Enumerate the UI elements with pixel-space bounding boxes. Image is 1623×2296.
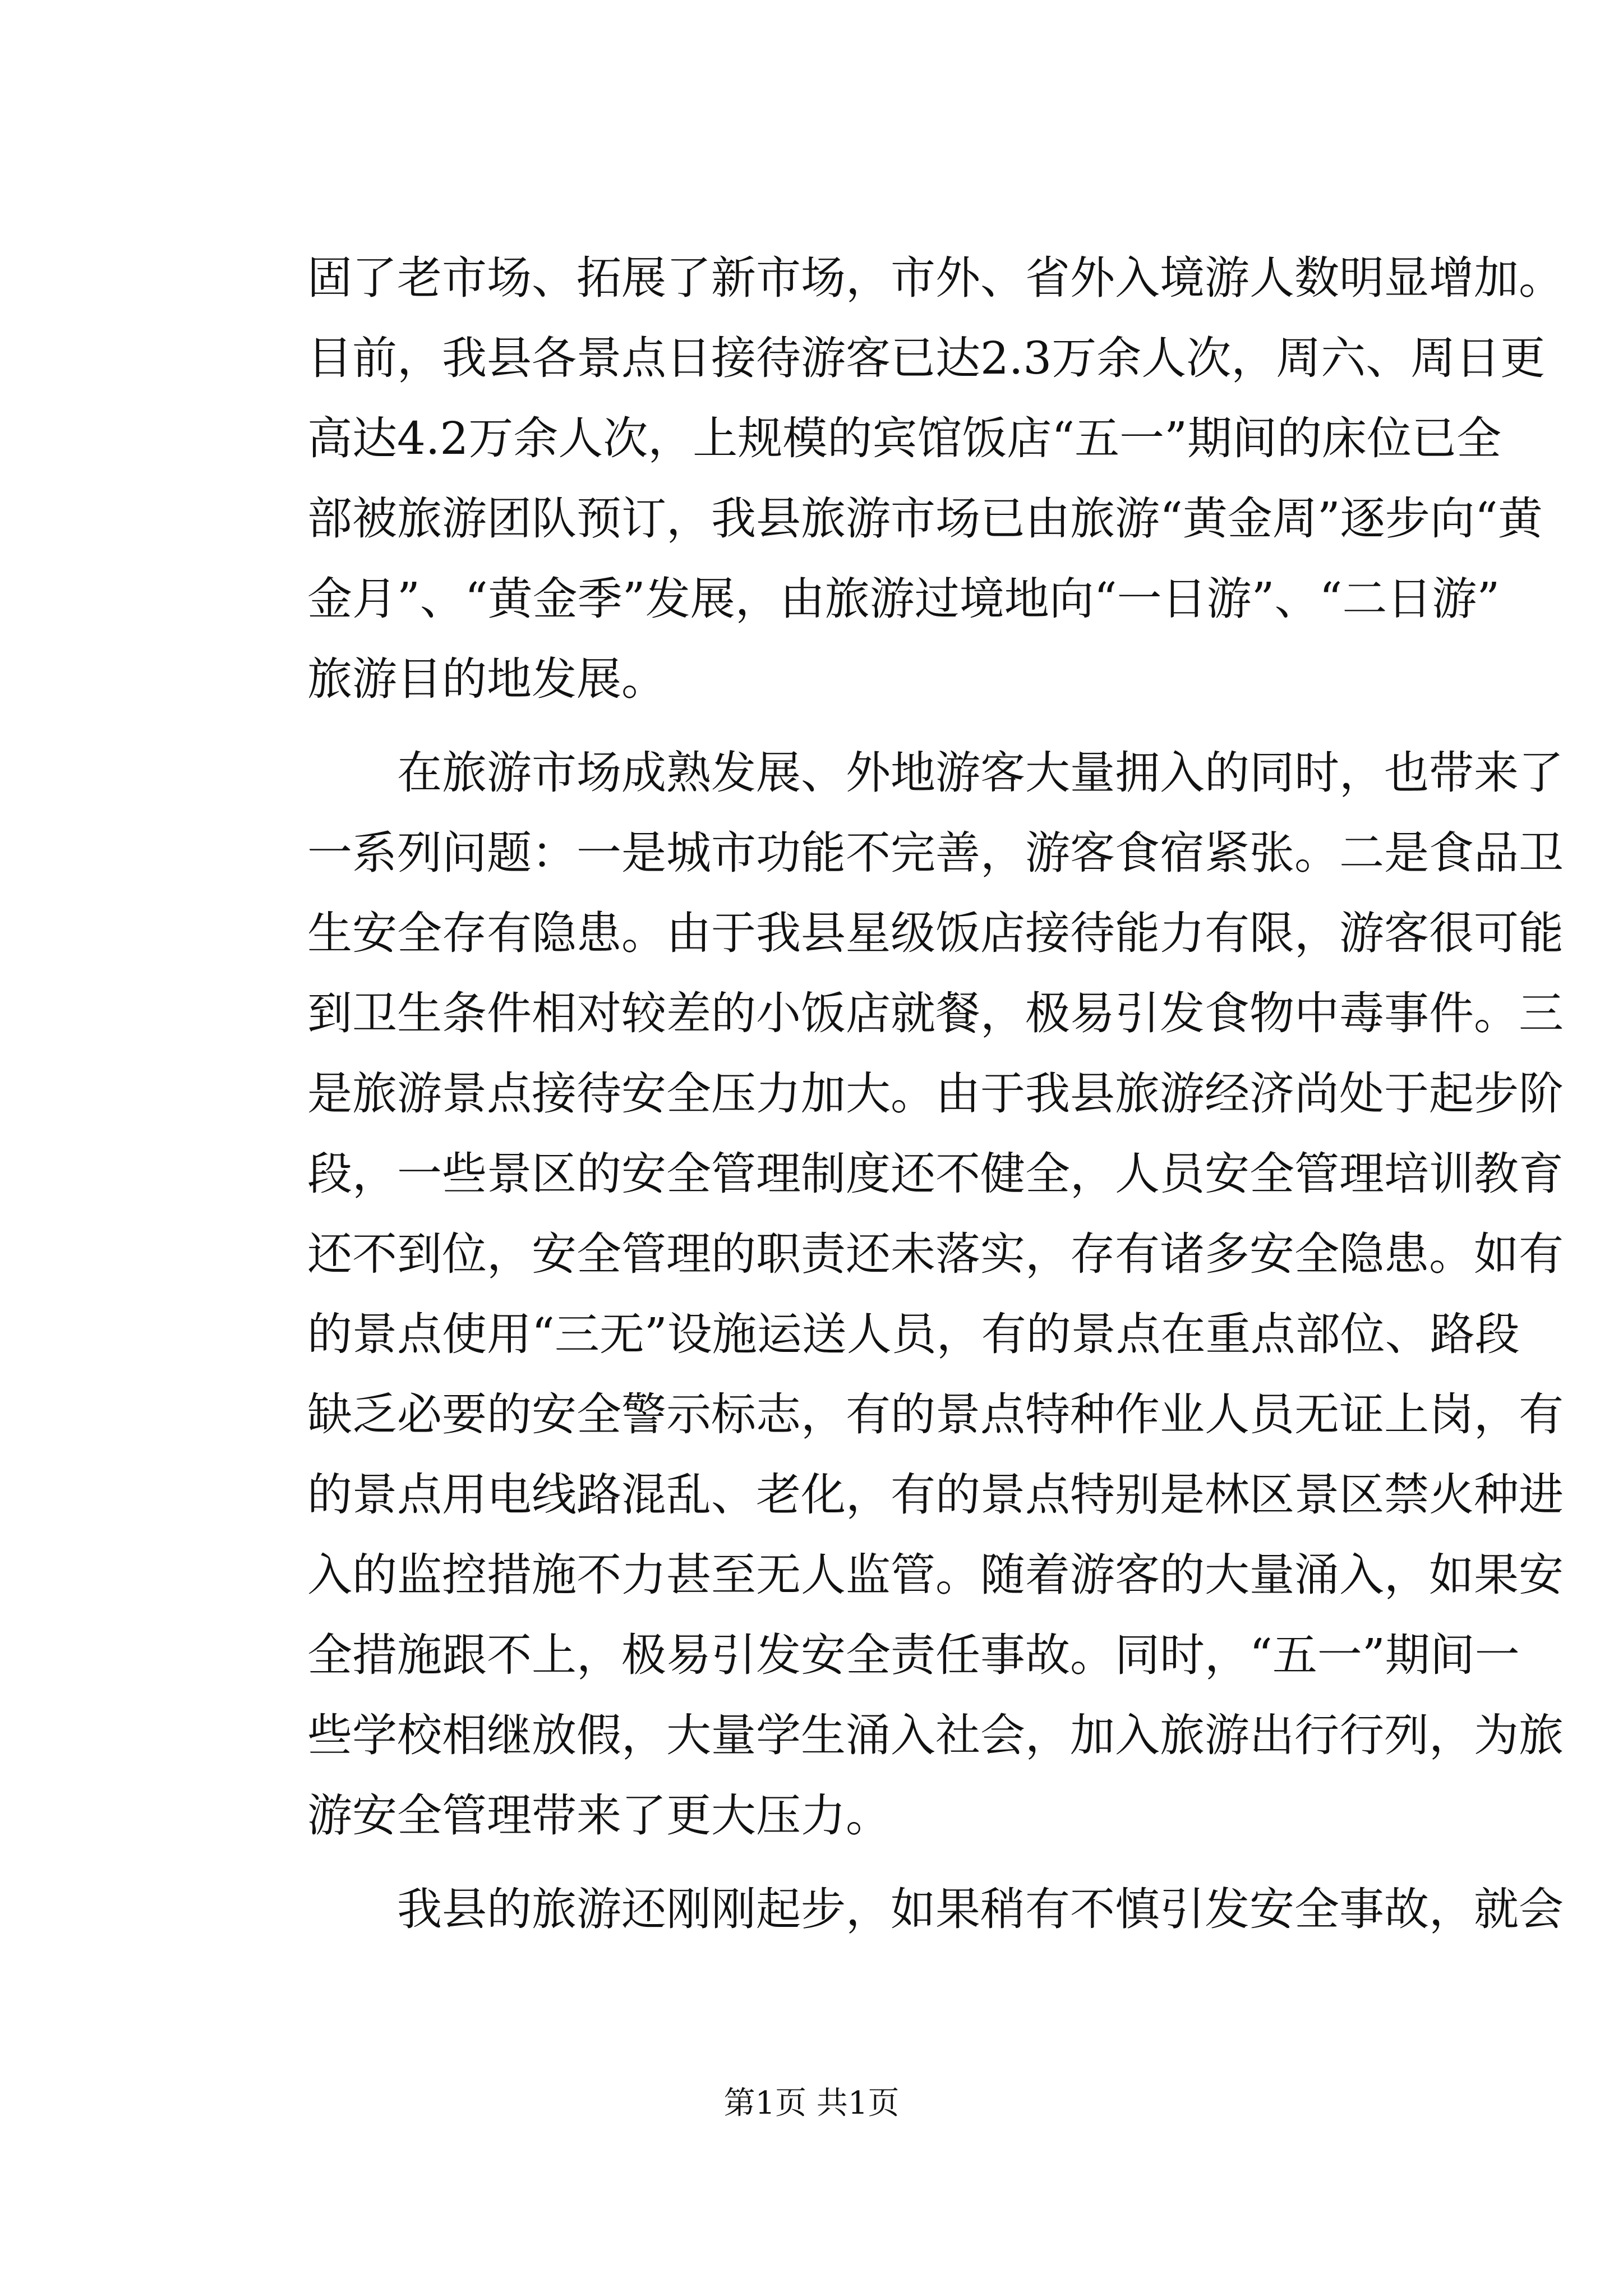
text-line: 段，一些景区的安全管理制度还不健全，人员安全管理培训教育 <box>307 1148 1564 1200</box>
text-line: 在旅游市场成熟发展、外地游客大量拥入的同时，也带来了 <box>397 747 1564 799</box>
paragraph-gap <box>307 719 1421 733</box>
text-line: 固了老市场、拓展了新市场，市外、省外入境游人数明显增加。 <box>307 252 1564 304</box>
text-line: 还不到位，安全管理的职责还未落实，存有诸多安全隐患。如有 <box>307 1228 1564 1280</box>
text-line: 入的监控措施不力甚至无人监管。随着游客的大量涌入，如果安 <box>307 1549 1564 1601</box>
text-line: 的景点用电线路混乱、老化，有的景点特别是林区景区禁火种进 <box>307 1469 1564 1521</box>
text-line: 全措施跟不上，极易引发安全责任事故。同时，“五一”期间一 <box>307 1629 1520 1681</box>
text-line: 生安全存有隐患。由于我县星级饭店接待能力有限，游客很可能 <box>307 907 1564 959</box>
paragraph-2 <box>307 733 1564 1856</box>
text-line: 我县的旅游还刚刚起步，如果稍有不慎引发安全事故，就会 <box>397 1883 1564 1935</box>
paragraph-3 <box>307 1869 1564 1949</box>
page-footer <box>0 2081 1623 2126</box>
text-line: 目前，我县各景点日接待游客已达2.3万余人次，周六、周日更 <box>307 332 1546 384</box>
text-line: 到卫生条件相对较差的小饭店就餐，极易引发食物中毒事件。三 <box>307 987 1564 1039</box>
text-line: 些学校相继放假，大量学生涌入社会，加入旅游出行行列，为旅 <box>307 1709 1564 1761</box>
text-line: 部被旅游团队预订，我县旅游市场已由旅游“黄金周”逐步向“黄 <box>307 493 1543 545</box>
text-line: 缺乏必要的安全警示标志，有的景点特种作业人员无证上岗，有 <box>307 1388 1564 1441</box>
page-number: 第1页 共1页 <box>723 2085 900 2122</box>
text-line: 高达4.2万余人次，上规模的宾馆饭店“五一”期间的床位已全 <box>307 412 1502 464</box>
text-line: 是旅游景点接待安全压力加大。由于我县旅游经济尚处于起步阶 <box>307 1068 1564 1120</box>
text-line: 游安全管理带来了更大压力。 <box>307 1789 891 1842</box>
document-body <box>307 238 1564 1949</box>
text-line: 一系列问题：一是城市功能不完善，游客食宿紧张。二是食品卫 <box>307 827 1564 879</box>
text-line: 金月”、“黄金季”发展，由旅游过境地向“一日游”、“二日游” <box>307 573 1500 625</box>
paragraph-1 <box>307 238 1564 719</box>
text-line: 的景点使用“三无”设施运送人员，有的景点在重点部位、路段 <box>307 1308 1520 1360</box>
text-line: 旅游目的地发展。 <box>307 653 666 705</box>
paragraph-gap <box>307 1856 1421 1869</box>
